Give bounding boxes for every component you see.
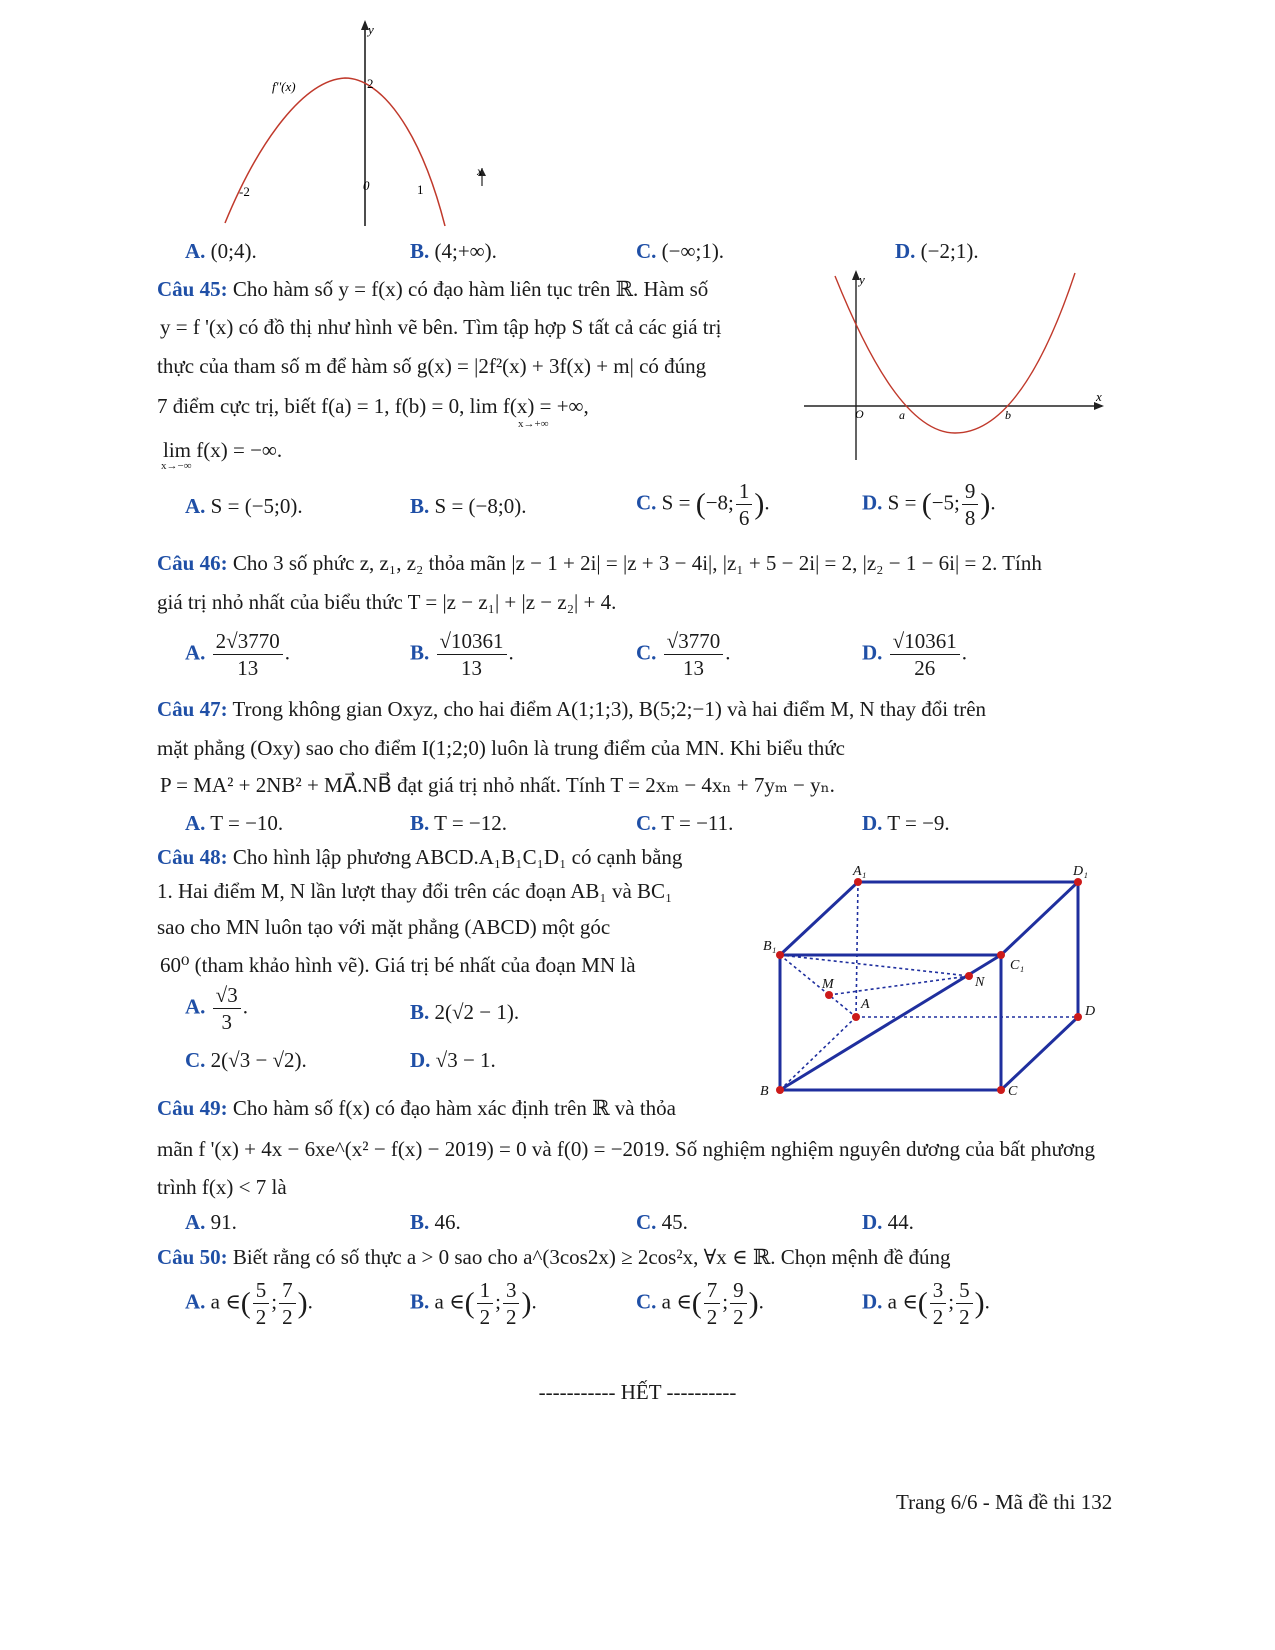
option-text: (−2;1).	[920, 239, 979, 263]
graph2-label-a: a	[899, 408, 905, 422]
q44-option-d[interactable]	[895, 236, 979, 266]
q48-line-2: 1. Hai điểm M, N lần lượt thay đổi trên các đoạn AB₁ và BC₁	[157, 879, 673, 903]
numerator: √3	[213, 982, 241, 1009]
numerator: √3770	[664, 628, 724, 655]
q49-text-1: Cho hàm số f(x) có đạo hàm xác định trên ℝ và thỏa	[232, 1096, 677, 1120]
q45-line-1	[157, 275, 708, 303]
fraction	[730, 1277, 747, 1330]
option-text: (4;+∞).	[434, 239, 497, 263]
denominator: 13	[682, 656, 704, 680]
denominator: 6	[738, 506, 750, 530]
q49-option-d[interactable]	[862, 1207, 914, 1237]
denominator: 13	[237, 656, 259, 680]
option-label: B.	[410, 811, 430, 835]
q48-option-b[interactable]	[410, 997, 519, 1027]
denominator: 2	[255, 1305, 267, 1329]
q48-line-1	[157, 843, 682, 871]
option-text: 45.	[661, 1210, 688, 1234]
numerator: 3	[930, 1277, 947, 1304]
graph1-tick-2: 2	[367, 76, 374, 91]
option-label: A.	[185, 1210, 206, 1234]
option-label: C.	[636, 1289, 657, 1314]
denominator: 2	[706, 1305, 718, 1329]
denominator: 2	[733, 1305, 744, 1329]
option-label: B.	[410, 1000, 430, 1024]
interval-left: −8;	[705, 490, 734, 515]
q45-line-3: thực của tham số m để hàm số g(x) = |2f²(x) + 3f(x) + m| có đúng	[157, 354, 707, 378]
fraction	[213, 628, 283, 681]
option-label: D.	[862, 1210, 883, 1234]
option-label: D.	[410, 1048, 431, 1072]
fraction	[704, 1277, 721, 1330]
option-label: B.	[410, 1210, 430, 1234]
question-label: Câu 47:	[157, 697, 228, 721]
q50-option-d[interactable]: D. a ∈( $\frac{3}{2}$ ; $\frac{5}{2}$ ).	[862, 1278, 990, 1329]
graph2-label-y: y	[859, 272, 865, 287]
fraction	[437, 628, 507, 681]
q44-option-c[interactable]	[636, 236, 724, 266]
q47-line-1	[157, 695, 986, 723]
fraction	[477, 1277, 494, 1330]
numerator: 2√3770	[213, 628, 283, 655]
q48-option-a[interactable]: A. $\frac{√3}{3}$ .	[185, 983, 248, 1034]
interval-left: −5;	[931, 490, 960, 515]
cube-label-b1: B₁	[763, 939, 777, 954]
option-text: T = −10.	[210, 811, 284, 835]
denominator: 3	[221, 1010, 232, 1034]
denominator: 13	[461, 656, 483, 680]
q48-line-4: 60⁰ (tham khảo hình vẽ). Giá trị bé nhất của đoạn MN là	[160, 953, 636, 977]
option-label: D.	[862, 640, 883, 665]
q46-option-b[interactable]: B. $\frac{√10361}{13}$ .	[410, 629, 514, 680]
option-label: D.	[862, 811, 883, 835]
q49-line-2: mãn f '(x) + 4x − 6xe^(x² − f(x) − 2019) = 0 và f(0) = −2019. Số nghiệm nghiệm nguyên dương của bất phương	[157, 1137, 1096, 1161]
option-label: A.	[185, 494, 206, 518]
fraction	[253, 1277, 270, 1330]
q48-text-1: Cho hình lập phương ABCD.A₁B₁C₁D₁ có cạnh bằng	[232, 845, 683, 869]
option-label: C.	[636, 1210, 657, 1234]
graph1-label-y: y	[368, 22, 374, 37]
option-label: B.	[410, 1289, 430, 1314]
option-label: B.	[410, 640, 430, 665]
q47-option-c[interactable]	[636, 808, 733, 838]
numerator: 1	[736, 478, 753, 505]
question-label: Câu 49:	[157, 1096, 228, 1120]
option-prefix: a ∈	[887, 1289, 918, 1314]
option-label: C.	[636, 640, 657, 665]
option-prefix: a ∈	[661, 1289, 692, 1314]
cube-label-c1: C₁	[1010, 958, 1025, 973]
fraction	[930, 1277, 947, 1330]
q50-text-1: Biết rằng có số thực a > 0 sao cho a^(3cos2x) ≥ 2cos²x, ∀x ∈ ℝ. Chọn mệnh đề đúng	[232, 1245, 951, 1269]
option-label: A.	[185, 811, 206, 835]
q47-line-3: P = MA² + 2NB² + MA⃗.NB⃗ đạt giá trị nhỏ nhất. Tính T = 2xₘ − 4xₙ + 7yₘ − yₙ.	[160, 773, 835, 797]
end-marker: ----------- HẾT ----------	[538, 1380, 737, 1404]
numerator: 5	[956, 1277, 973, 1304]
graph1-label-x: x	[477, 164, 483, 178]
cube-label-d1: D₁	[1073, 864, 1088, 879]
fraction	[503, 1277, 520, 1330]
q44-option-a[interactable]	[185, 236, 257, 266]
q46-line-2: giá trị nhỏ nhất của biểu thức T = |z − z₁| + |z − z₂| + 4.	[157, 590, 617, 614]
q45-option-b[interactable]	[410, 491, 526, 521]
numerator: 1	[477, 1277, 494, 1304]
numerator: 9	[730, 1277, 747, 1304]
cube-label-a: A	[861, 997, 870, 1012]
numerator: 3	[503, 1277, 520, 1304]
numerator: √10361	[437, 628, 507, 655]
q45-option-a[interactable]	[185, 491, 303, 521]
q50-option-c[interactable]: C. a ∈( $\frac{7}{2}$ ; $\frac{9}{2}$ ).	[636, 1278, 764, 1329]
fraction	[213, 982, 241, 1035]
option-text: 2(√2 − 1).	[434, 1000, 520, 1024]
question-label: Câu 45:	[157, 277, 228, 301]
graph1-label-f: f''(x)	[272, 79, 296, 94]
cube-label-c: C	[1008, 1084, 1018, 1099]
option-text: √3 − 1.	[435, 1048, 496, 1072]
option-text: 91.	[210, 1210, 237, 1234]
option-label: A.	[185, 239, 206, 263]
option-label: C.	[185, 1048, 206, 1072]
fraction	[279, 1277, 296, 1330]
option-label: A.	[185, 640, 206, 665]
q50-option-a[interactable]: A. a ∈( $\frac{5}{2}$ ; $\frac{7}{2}$ ).	[185, 1278, 313, 1329]
q45-text-1: Cho hàm số y = f(x) có đạo hàm liên tục trên ℝ. Hàm số	[232, 277, 709, 301]
cube-label-n: N	[975, 975, 985, 990]
denominator: 2	[479, 1305, 491, 1329]
q45-line-2: y = f '(x) có đồ thị như hình vẽ bên. Tìm tập hợp S tất cả các giá trị	[160, 315, 722, 339]
q48-option-d[interactable]	[410, 1045, 496, 1075]
question-label: Câu 48:	[157, 845, 228, 869]
graph1-tick-minus2: -2	[239, 184, 250, 199]
question-label: Câu 50:	[157, 1245, 228, 1269]
q45-limit-sub-1: x→+∞	[518, 418, 549, 430]
option-prefix: S =	[661, 490, 696, 515]
cube-label-d: D	[1085, 1004, 1096, 1019]
cube-label-b: B	[760, 1084, 769, 1099]
option-label: C.	[636, 811, 657, 835]
q50-option-b[interactable]: B. a ∈( $\frac{1}{2}$ ; $\frac{3}{2}$ ).	[410, 1278, 537, 1329]
option-text: S = (−5;0).	[210, 494, 303, 518]
q46-option-c[interactable]: C. $\frac{√3770}{13}$ .	[636, 629, 731, 680]
option-text: (−∞;1).	[661, 239, 725, 263]
q49-option-a[interactable]	[185, 1207, 237, 1237]
option-text: 44.	[887, 1210, 914, 1234]
q45-line-4: 7 điểm cực trị, biết f(a) = 1, f(b) = 0, lim f(x) = +∞,	[157, 394, 589, 418]
q45-line-5: lim f(x) = −∞.	[163, 438, 283, 462]
option-text: S = (−8;0).	[434, 494, 527, 518]
q48-line-3: sao cho MN luôn tạo với mặt phẳng (ABCD) một góc	[157, 915, 611, 939]
fraction	[956, 1277, 973, 1330]
denominator: 2	[959, 1305, 970, 1329]
q47-line-2: mặt phẳng (Oxy) sao cho điểm I(1;2;0) luôn là trung điểm của MN. Khi biểu thức	[157, 736, 845, 760]
option-label: D.	[862, 1289, 883, 1314]
denominator: 8	[964, 506, 976, 530]
q45-limit-sub-2: x→−∞	[161, 460, 192, 472]
q46-option-a[interactable]: A. $\frac{2√3770}{13}$ .	[185, 629, 290, 680]
q47-option-d[interactable]	[862, 808, 950, 838]
option-label: A.	[185, 1289, 206, 1314]
cube-label-m: M	[822, 977, 834, 992]
cube-label-a1: A₁	[853, 864, 867, 879]
page-footer: Trang 6/6 - Mã đề thi 132	[896, 1490, 1113, 1514]
q50-line-1	[157, 1243, 951, 1271]
q44-option-b[interactable]	[410, 236, 497, 266]
option-text: T = −12.	[434, 811, 508, 835]
option-label: B.	[410, 239, 430, 263]
question-label: Câu 46:	[157, 551, 228, 575]
numerator: 7	[704, 1277, 721, 1304]
q49-line-3: trình f(x) < 7 là	[157, 1175, 287, 1199]
q47-option-b[interactable]	[410, 808, 507, 838]
q45-option-d[interactable]: D. S = (−5; $\frac{9}{8}$ ).	[862, 479, 996, 530]
cube-figure	[755, 855, 1115, 1105]
numerator: 5	[253, 1277, 270, 1304]
option-text: 2(√3 − √2).	[210, 1048, 307, 1072]
fraction	[890, 628, 960, 681]
q47-text-1: Trong không gian Oxyz, cho hai điểm A(1;1;3), B(5;2;−1) và hai điểm M, N thay đổi trên	[232, 697, 987, 721]
option-prefix: a ∈	[434, 1289, 465, 1314]
q49-option-b[interactable]	[410, 1207, 461, 1237]
graph-f-prime	[800, 268, 1110, 463]
numerator: 7	[279, 1277, 296, 1304]
denominator: 2	[932, 1305, 944, 1329]
option-label: C.	[636, 239, 657, 263]
graph1-tick-1: 1	[417, 182, 424, 197]
option-label: D.	[862, 490, 883, 515]
fraction	[664, 628, 724, 681]
option-label: C.	[636, 490, 657, 515]
fraction	[962, 478, 979, 531]
fraction	[736, 478, 753, 531]
q49-option-c[interactable]	[636, 1207, 688, 1237]
option-label: D.	[895, 239, 916, 263]
numerator: √10361	[890, 628, 960, 655]
q49-line-1	[157, 1094, 676, 1122]
graph2-label-o: O	[855, 407, 864, 421]
denominator: 2	[282, 1305, 293, 1329]
denominator: 2	[505, 1305, 517, 1329]
graph-f-double-prime	[220, 18, 500, 230]
option-text: T = −9.	[887, 811, 950, 835]
numerator: 9	[962, 478, 979, 505]
q46-option-d[interactable]: D. $\frac{√10361}{26}$ .	[862, 629, 967, 680]
q46-line-1	[157, 549, 1042, 577]
graph1-tick-0: 0	[363, 178, 370, 193]
option-text: (0;4).	[210, 239, 257, 263]
option-label: A.	[185, 994, 206, 1019]
option-text: T = −11.	[661, 811, 734, 835]
q47-option-a[interactable]	[185, 808, 283, 838]
option-prefix: S =	[887, 490, 922, 515]
option-label: B.	[410, 494, 430, 518]
q48-option-c[interactable]	[185, 1045, 307, 1075]
q46-text-1: Cho 3 số phức z, z₁, z₂ thỏa mãn |z − 1 + 2i| = |z + 3 − 4i|, |z₁ + 5 − 2i| = 2, |z₂ − 1 − 6i| = 2. Tính	[232, 551, 1042, 575]
graph2-label-x: x	[1096, 389, 1102, 404]
q45-option-c[interactable]: C. S = (−8; $\frac{1}{6}$ ).	[636, 479, 770, 530]
option-prefix: a ∈	[210, 1289, 241, 1314]
graph2-label-b: b	[1005, 408, 1011, 422]
option-text: 46.	[434, 1210, 461, 1234]
denominator: 26	[914, 656, 936, 680]
